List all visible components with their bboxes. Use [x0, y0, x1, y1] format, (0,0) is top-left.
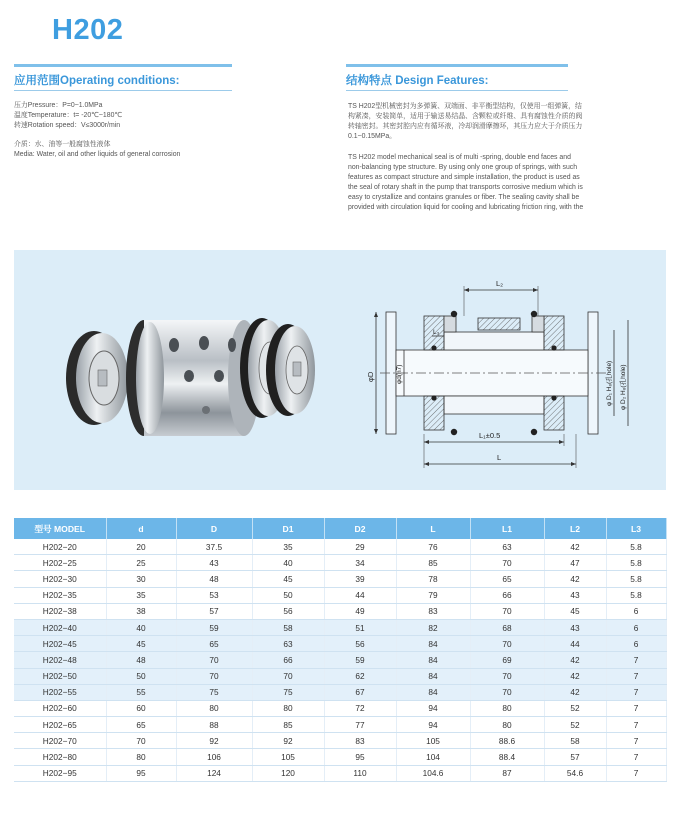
value-cell: 43	[176, 555, 252, 571]
spec-table-body	[14, 539, 666, 781]
design-features-heading: 结构特点 Design Features:	[346, 75, 489, 87]
table-row	[14, 555, 666, 571]
value-cell: 80	[470, 700, 544, 716]
label-d2: φ D₂ H₈(孔hole)	[620, 364, 627, 410]
value-cell: 70	[176, 652, 252, 668]
right-face-ring	[532, 316, 544, 332]
value-cell: 82	[396, 619, 470, 635]
o-ring	[531, 311, 537, 317]
value-cell: 92	[176, 733, 252, 749]
value-cell: 72	[324, 700, 396, 716]
lower-sleeve	[444, 396, 544, 414]
value-cell: 84	[396, 636, 470, 652]
value-cell: 62	[324, 668, 396, 684]
value-cell: 88.4	[470, 749, 544, 765]
value-cell: 104.6	[396, 765, 470, 781]
media-cn-line: 介质：水、油等一般腐蚀性液体	[14, 141, 111, 148]
value-cell: 95	[324, 749, 396, 765]
value-cell: 44	[324, 587, 396, 603]
pressure-line: 压力Pressure：P=0~1.0MPa	[14, 102, 103, 109]
header-bar	[346, 64, 568, 67]
model-cell: H202−55	[14, 684, 106, 700]
value-cell: 37.5	[176, 539, 252, 555]
value-cell: 45	[252, 571, 324, 587]
table-row	[14, 765, 666, 781]
header-underline	[346, 90, 568, 91]
value-cell: 5.8	[606, 539, 666, 555]
value-cell: 106	[176, 749, 252, 765]
value-cell: 69	[470, 652, 544, 668]
header-bar	[14, 64, 232, 67]
value-cell: 49	[324, 603, 396, 619]
value-cell: 40	[252, 555, 324, 571]
design-en-line: the seal of rotary shaft in the pump that transports corrosive medium which is	[348, 184, 583, 191]
spring-holder-body	[126, 320, 260, 436]
value-cell: 57	[544, 749, 606, 765]
value-cell: 7	[606, 749, 666, 765]
value-cell: 95	[106, 765, 176, 781]
value-cell: 42	[544, 652, 606, 668]
value-cell: 43	[544, 587, 606, 603]
design-en-line: features as compact structure and simple installation, the product is used as	[348, 174, 580, 181]
model-cell: H202−35	[14, 587, 106, 603]
value-cell: 105	[252, 749, 324, 765]
label-d: φD	[366, 371, 375, 382]
value-cell: 58	[252, 619, 324, 635]
value-cell: 77	[324, 717, 396, 733]
table-row	[14, 749, 666, 765]
label-l2: L₂	[496, 279, 504, 288]
value-cell: 7	[606, 733, 666, 749]
value-cell: 80	[106, 749, 176, 765]
design-en-line: TS H202 model mechanical seal is of multi -spring, double end faces and	[348, 154, 571, 161]
value-cell: 59	[324, 652, 396, 668]
design-en-line: easy to crystallize and contains granules or fiber. The sealing cavity shall be	[348, 194, 580, 201]
table-row	[14, 571, 666, 587]
label-dh7: φd(h7)	[396, 364, 403, 384]
header-underline	[14, 90, 232, 91]
value-cell: 65	[470, 571, 544, 587]
column-header: D	[176, 518, 252, 539]
value-cell: 104	[396, 749, 470, 765]
value-cell: 60	[106, 700, 176, 716]
column-header: L3	[606, 518, 666, 539]
value-cell: 63	[252, 636, 324, 652]
model-cell: H202−25	[14, 555, 106, 571]
value-cell: 29	[324, 539, 396, 555]
o-ring	[551, 345, 556, 350]
value-cell: 55	[106, 684, 176, 700]
label-l3: L₃	[433, 329, 440, 336]
value-cell: 84	[396, 684, 470, 700]
left-seat-lower	[424, 396, 444, 430]
value-cell: 75	[176, 684, 252, 700]
column-header: D2	[324, 518, 396, 539]
o-ring	[451, 429, 457, 435]
value-cell: 50	[106, 668, 176, 684]
model-cell: H202−38	[14, 603, 106, 619]
label-l: L	[497, 453, 502, 462]
model-cell: H202−50	[14, 668, 106, 684]
value-cell: 83	[396, 603, 470, 619]
value-cell: 66	[470, 587, 544, 603]
value-cell: 45	[106, 636, 176, 652]
table-row	[14, 652, 666, 668]
product-figure-svg	[14, 250, 666, 490]
value-cell: 35	[106, 587, 176, 603]
model-cell: H202−60	[14, 700, 106, 716]
value-cell: 87	[470, 765, 544, 781]
design-cn-line: 转轴密封。其密封腔内应有循环液，冷却润滑摩擦环，其压力应大于介质压力	[348, 123, 583, 130]
table-row	[14, 636, 666, 652]
table-row	[14, 619, 666, 635]
value-cell: 20	[106, 539, 176, 555]
spec-table	[14, 518, 667, 782]
value-cell: 83	[324, 733, 396, 749]
operating-conditions-header	[14, 64, 232, 92]
value-cell: 42	[544, 684, 606, 700]
cross-section-drawing	[374, 286, 628, 468]
value-cell: 120	[252, 765, 324, 781]
value-cell: 70	[470, 636, 544, 652]
spring-group-upper	[478, 318, 520, 330]
value-cell: 110	[324, 765, 396, 781]
design-features-cn	[348, 102, 628, 142]
media-en-line: Media: Water, oil and other liquids of general corrosion	[14, 151, 181, 158]
model-cell: H202−30	[14, 571, 106, 587]
value-cell: 48	[106, 652, 176, 668]
value-cell: 84	[396, 668, 470, 684]
column-header: L	[396, 518, 470, 539]
right-seat-upper	[544, 316, 564, 350]
value-cell: 57	[176, 603, 252, 619]
value-cell: 76	[396, 539, 470, 555]
right-seat-lower	[544, 396, 564, 430]
value-cell: 40	[106, 619, 176, 635]
value-cell: 42	[544, 571, 606, 587]
table-row	[14, 587, 666, 603]
design-en-line: provided with circulation liquid for cooling and lubricating friction ring, with the	[348, 204, 584, 211]
table-row	[14, 668, 666, 684]
value-cell: 7	[606, 717, 666, 733]
value-cell: 52	[544, 717, 606, 733]
value-cell: 66	[252, 652, 324, 668]
value-cell: 88	[176, 717, 252, 733]
value-cell: 38	[106, 603, 176, 619]
value-cell: 7	[606, 684, 666, 700]
column-header: 型号 MODEL	[14, 518, 106, 539]
o-ring	[551, 395, 556, 400]
value-cell: 70	[470, 555, 544, 571]
value-cell: 7	[606, 700, 666, 716]
table-row	[14, 700, 666, 716]
value-cell: 80	[470, 717, 544, 733]
value-cell: 85	[252, 717, 324, 733]
value-cell: 85	[396, 555, 470, 571]
value-cell: 105	[396, 733, 470, 749]
left-face-ring	[444, 316, 456, 332]
table-row	[14, 733, 666, 749]
design-en-line: non-balancing type structure. By using only one group of springs, with such	[348, 164, 578, 171]
value-cell: 70	[106, 733, 176, 749]
value-cell: 80	[176, 700, 252, 716]
value-cell: 63	[470, 539, 544, 555]
design-cn-line: TS H202型机械密封为多弹簧、双端面、非平衡型结构，仅使用一组弹簧，结	[348, 103, 582, 110]
design-cn-line: 构紧凑，安装简单，适用于输送易结晶、含颗粒或纤维、具有腐蚀性介质的阀	[348, 113, 583, 120]
product-figure-panel	[14, 250, 666, 490]
model-cell: H202−95	[14, 765, 106, 781]
column-header: L2	[544, 518, 606, 539]
value-cell: 35	[252, 539, 324, 555]
temperature-line: 温度Temperature：t= -20℃~180℃	[14, 112, 123, 119]
label-d1: φ D₁ H₈(孔hole)	[606, 360, 613, 406]
model-cell: H202−45	[14, 636, 106, 652]
value-cell: 6	[606, 619, 666, 635]
operating-conditions-heading: 应用范围Operating conditions:	[14, 75, 180, 87]
value-cell: 5.8	[606, 555, 666, 571]
value-cell: 48	[176, 571, 252, 587]
value-cell: 39	[324, 571, 396, 587]
value-cell: 75	[252, 684, 324, 700]
value-cell: 65	[176, 636, 252, 652]
value-cell: 43	[544, 619, 606, 635]
value-cell: 54.6	[544, 765, 606, 781]
value-cell: 124	[176, 765, 252, 781]
value-cell: 94	[396, 717, 470, 733]
value-cell: 53	[176, 587, 252, 603]
value-cell: 70	[252, 668, 324, 684]
value-cell: 84	[396, 652, 470, 668]
o-ring	[431, 345, 436, 350]
value-cell: 6	[606, 636, 666, 652]
seal-photo	[66, 318, 315, 436]
design-features-header	[346, 64, 568, 92]
far-right-seat-ring	[266, 324, 315, 416]
product-title: H202	[52, 14, 124, 46]
table-row	[14, 684, 666, 700]
column-header: L1	[470, 518, 544, 539]
value-cell: 70	[470, 668, 544, 684]
value-cell: 52	[544, 700, 606, 716]
value-cell: 94	[396, 700, 470, 716]
value-cell: 88.6	[470, 733, 544, 749]
value-cell: 70	[176, 668, 252, 684]
model-cell: H202−65	[14, 717, 106, 733]
design-features-en	[348, 153, 628, 213]
model-cell: H202−80	[14, 749, 106, 765]
value-cell: 80	[252, 700, 324, 716]
value-cell: 7	[606, 668, 666, 684]
value-cell: 92	[252, 733, 324, 749]
rotation-speed-line: 转速Rotation speed：V≤3000r/min	[14, 122, 121, 129]
value-cell: 70	[470, 684, 544, 700]
table-row	[14, 603, 666, 619]
model-cell: H202−70	[14, 733, 106, 749]
label-l1: L₁±0.5	[479, 431, 501, 440]
value-cell: 50	[252, 587, 324, 603]
value-cell: 44	[544, 636, 606, 652]
value-cell: 34	[324, 555, 396, 571]
model-cell: H202−48	[14, 652, 106, 668]
operating-conditions-text	[14, 101, 180, 160]
left-seat-ring	[66, 331, 128, 425]
value-cell: 5.8	[606, 587, 666, 603]
design-cn-line: 0.1~0.15MPa。	[348, 133, 397, 140]
value-cell: 78	[396, 571, 470, 587]
o-ring	[531, 429, 537, 435]
value-cell: 56	[324, 636, 396, 652]
value-cell: 79	[396, 587, 470, 603]
value-cell: 51	[324, 619, 396, 635]
value-cell: 25	[106, 555, 176, 571]
o-ring	[451, 311, 457, 317]
value-cell: 30	[106, 571, 176, 587]
value-cell: 47	[544, 555, 606, 571]
value-cell: 6	[606, 603, 666, 619]
value-cell: 56	[252, 603, 324, 619]
value-cell: 67	[324, 684, 396, 700]
value-cell: 5.8	[606, 571, 666, 587]
table-row	[14, 539, 666, 555]
o-ring	[431, 395, 436, 400]
value-cell: 68	[470, 619, 544, 635]
table-row	[14, 717, 666, 733]
value-cell: 7	[606, 765, 666, 781]
column-header: D1	[252, 518, 324, 539]
value-cell: 42	[544, 668, 606, 684]
spec-table-header-row	[14, 518, 666, 539]
value-cell: 59	[176, 619, 252, 635]
value-cell: 7	[606, 652, 666, 668]
column-header: d	[106, 518, 176, 539]
model-cell: H202−40	[14, 619, 106, 635]
value-cell: 65	[106, 717, 176, 733]
value-cell: 45	[544, 603, 606, 619]
upper-sleeve	[444, 332, 544, 350]
value-cell: 70	[470, 603, 544, 619]
value-cell: 42	[544, 539, 606, 555]
value-cell: 58	[544, 733, 606, 749]
model-cell: H202−20	[14, 539, 106, 555]
